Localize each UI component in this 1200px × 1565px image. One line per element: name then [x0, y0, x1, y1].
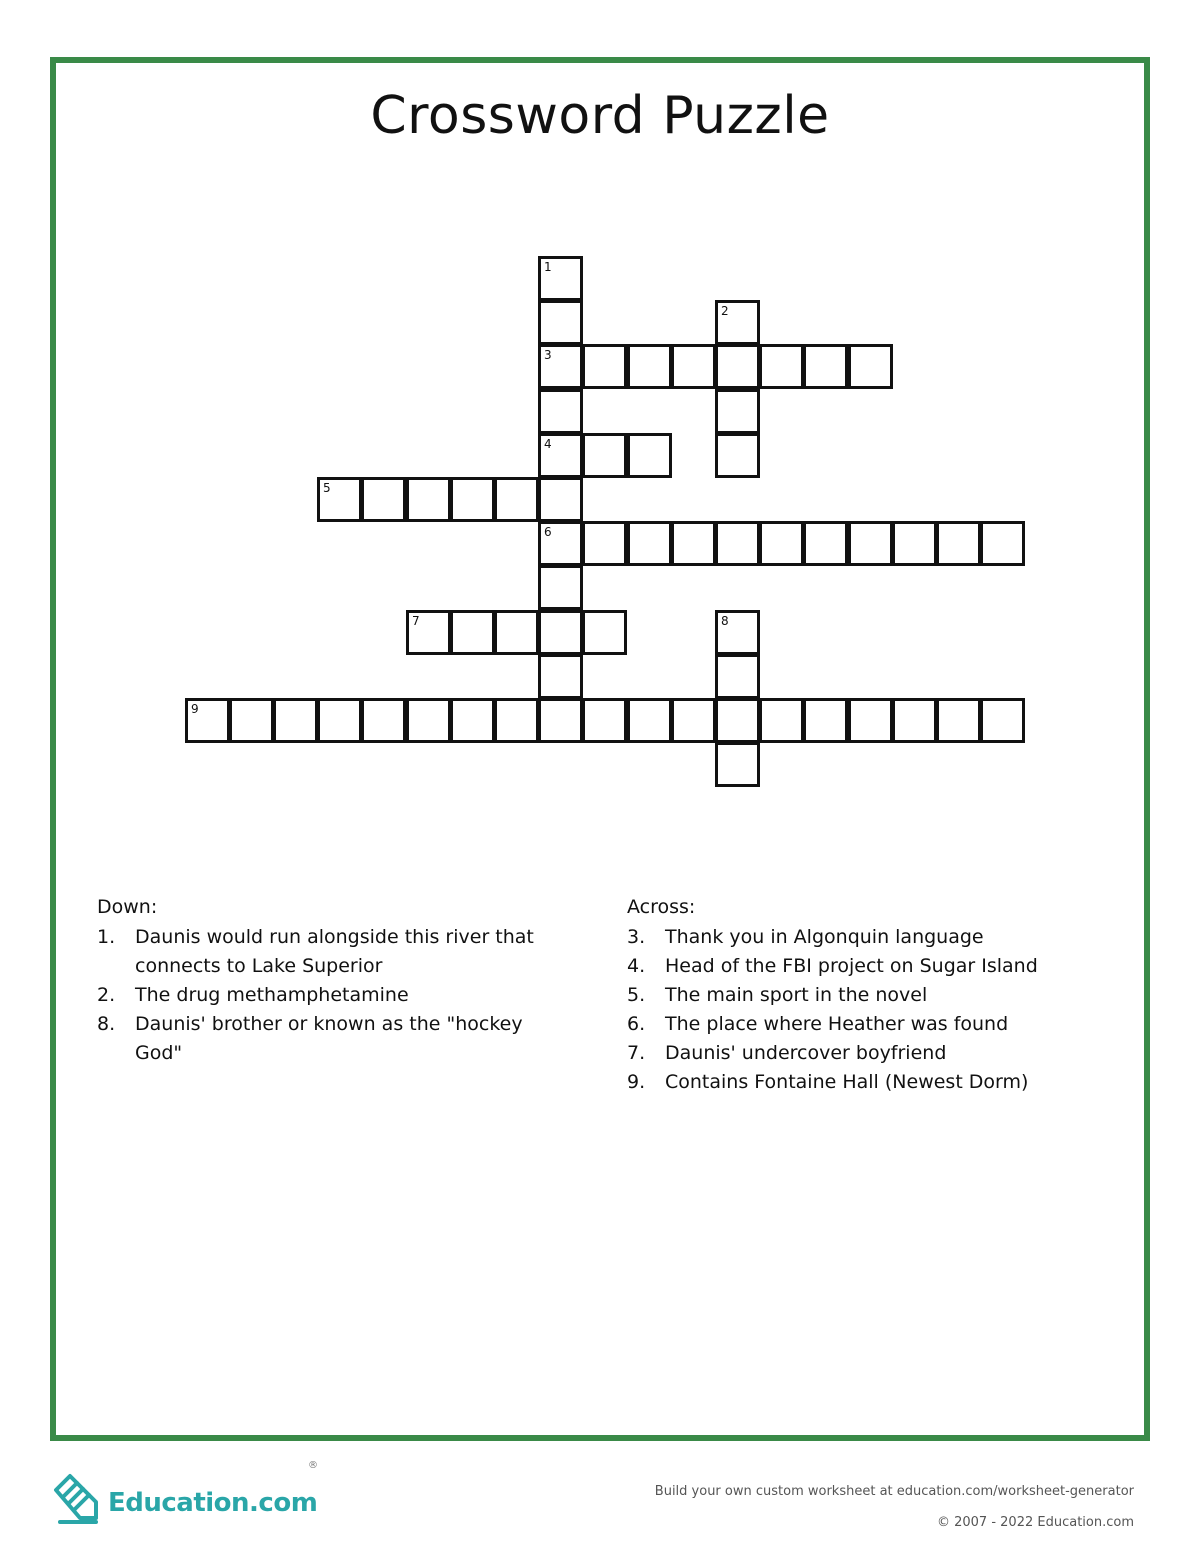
grid-cell[interactable]: [538, 610, 583, 655]
grid-cell[interactable]: [715, 433, 760, 478]
grid-cell[interactable]: [582, 610, 627, 655]
generator-link-text[interactable]: Build your own custom worksheet at education.com/worksheet-generator: [654, 1484, 1134, 1499]
grid-cell[interactable]: [538, 389, 583, 434]
grid-cell[interactable]: [627, 698, 672, 743]
clue-text: Daunis' brother or known as the "hockey God": [135, 1013, 523, 1064]
grid-cell[interactable]: [671, 344, 716, 389]
clue-number: 8.: [97, 1013, 116, 1035]
grid-cell[interactable]: [627, 344, 672, 389]
down-clue-2: [97, 981, 557, 1010]
grid-cell-2[interactable]: [715, 300, 760, 345]
logo-wordmark: Education.com: [108, 1488, 318, 1518]
grid-cell[interactable]: [450, 610, 495, 655]
clue-text: The main sport in the novel: [665, 984, 928, 1006]
clue-number: 9.: [627, 1071, 646, 1093]
grid-cell[interactable]: [671, 698, 716, 743]
across-clue-5: [627, 981, 1087, 1010]
grid-cell[interactable]: [627, 521, 672, 566]
across-clue-7: [627, 1039, 1087, 1068]
grid-cell-1[interactable]: [538, 256, 583, 301]
across-clues: [627, 893, 1087, 1097]
clue-number-label: 9: [191, 702, 199, 716]
grid-cell[interactable]: [715, 698, 760, 743]
down-clues: [97, 893, 557, 1068]
page-title: Crossword Puzzle: [370, 86, 830, 146]
clue-number-label: 8: [721, 614, 729, 628]
clue-text: The drug methamphetamine: [135, 984, 409, 1006]
clue-text: The place where Heather was found: [665, 1013, 1009, 1035]
clue-number: 2.: [97, 984, 116, 1006]
grid-cell[interactable]: [803, 344, 848, 389]
across-clue-6: [627, 1010, 1087, 1039]
clue-text: Head of the FBI project on Sugar Island: [665, 955, 1038, 977]
grid-cell[interactable]: [936, 521, 981, 566]
grid-cell-4[interactable]: [538, 433, 583, 478]
clue-number: 4.: [627, 955, 646, 977]
education-logo[interactable]: [50, 1460, 330, 1530]
clue-number: 6.: [627, 1013, 646, 1035]
grid-cell[interactable]: [582, 521, 627, 566]
clue-number: 5.: [627, 984, 646, 1006]
down-clue-8: [97, 1010, 557, 1068]
grid-cell-6[interactable]: [538, 521, 583, 566]
clue-number: 3.: [627, 926, 646, 948]
grid-cell[interactable]: [406, 477, 451, 522]
grid-cell[interactable]: [759, 521, 804, 566]
grid-cell-9[interactable]: [185, 698, 230, 743]
grid-cell[interactable]: [494, 610, 539, 655]
across-clue-9: [627, 1068, 1087, 1097]
clue-number-label: 6: [544, 525, 552, 539]
grid-cell[interactable]: [361, 477, 406, 522]
clue-text: Daunis' undercover boyfriend: [665, 1042, 947, 1064]
worksheet-border: [50, 57, 1150, 1441]
clue-number-label: 3: [544, 348, 552, 362]
grid-cell[interactable]: [494, 698, 539, 743]
grid-cell[interactable]: [848, 344, 893, 389]
grid-cell[interactable]: [582, 433, 627, 478]
grid-cell[interactable]: [980, 698, 1025, 743]
grid-cell[interactable]: [715, 344, 760, 389]
grid-cell[interactable]: [892, 521, 937, 566]
grid-cell[interactable]: [406, 698, 451, 743]
grid-cell[interactable]: [715, 389, 760, 434]
grid-cell[interactable]: [538, 654, 583, 699]
registered-mark: ®: [308, 1460, 318, 1471]
across-clue-4: [627, 952, 1087, 981]
clue-number-label: 2: [721, 304, 729, 318]
grid-cell[interactable]: [715, 742, 760, 787]
grid-cell[interactable]: [494, 477, 539, 522]
grid-cell[interactable]: [582, 344, 627, 389]
grid-cell[interactable]: [892, 698, 937, 743]
grid-cell[interactable]: [317, 698, 362, 743]
grid-cell[interactable]: [229, 698, 274, 743]
grid-cell[interactable]: [538, 698, 583, 743]
clue-number-label: 4: [544, 437, 552, 451]
clue-text: Thank you in Algonquin language: [665, 926, 984, 948]
grid-cell[interactable]: [538, 477, 583, 522]
grid-cell[interactable]: [361, 698, 406, 743]
grid-cell-5[interactable]: [317, 477, 362, 522]
clue-number: 7.: [627, 1042, 646, 1064]
grid-cell[interactable]: [538, 565, 583, 610]
grid-cell[interactable]: [273, 698, 318, 743]
clue-text: Daunis would run alongside this river that connects to Lake Superior: [135, 926, 534, 977]
across-heading: Across:: [627, 896, 696, 918]
clue-number-label: 1: [544, 260, 552, 274]
grid-cell[interactable]: [936, 698, 981, 743]
grid-cell[interactable]: [980, 521, 1025, 566]
grid-cell[interactable]: [715, 521, 760, 566]
copyright-text: © 2007 - 2022 Education.com: [936, 1515, 1134, 1530]
across-clue-3: [627, 923, 1087, 952]
grid-cell[interactable]: [759, 344, 804, 389]
clue-number-label: 7: [412, 614, 420, 628]
grid-cell[interactable]: [450, 698, 495, 743]
grid-cell[interactable]: [582, 698, 627, 743]
grid-cell-7[interactable]: [406, 610, 451, 655]
down-clue-1: [97, 923, 557, 981]
grid-cell[interactable]: [538, 300, 583, 345]
grid-cell-3[interactable]: [538, 344, 583, 389]
pencil-logo-icon: [50, 1468, 106, 1530]
grid-cell[interactable]: [848, 521, 893, 566]
grid-cell[interactable]: [803, 521, 848, 566]
grid-cell[interactable]: [450, 477, 495, 522]
grid-cell[interactable]: [715, 654, 760, 699]
grid-cell[interactable]: [803, 698, 848, 743]
grid-cell[interactable]: [759, 698, 804, 743]
down-heading: Down:: [97, 896, 158, 918]
clue-number-label: 5: [323, 481, 331, 495]
grid-cell[interactable]: [627, 433, 672, 478]
clue-number: 1.: [97, 926, 116, 948]
clue-text: Contains Fontaine Hall (Newest Dorm): [665, 1071, 1029, 1093]
grid-cell-8[interactable]: [715, 610, 760, 655]
grid-cell[interactable]: [848, 698, 893, 743]
grid-cell[interactable]: [671, 521, 716, 566]
